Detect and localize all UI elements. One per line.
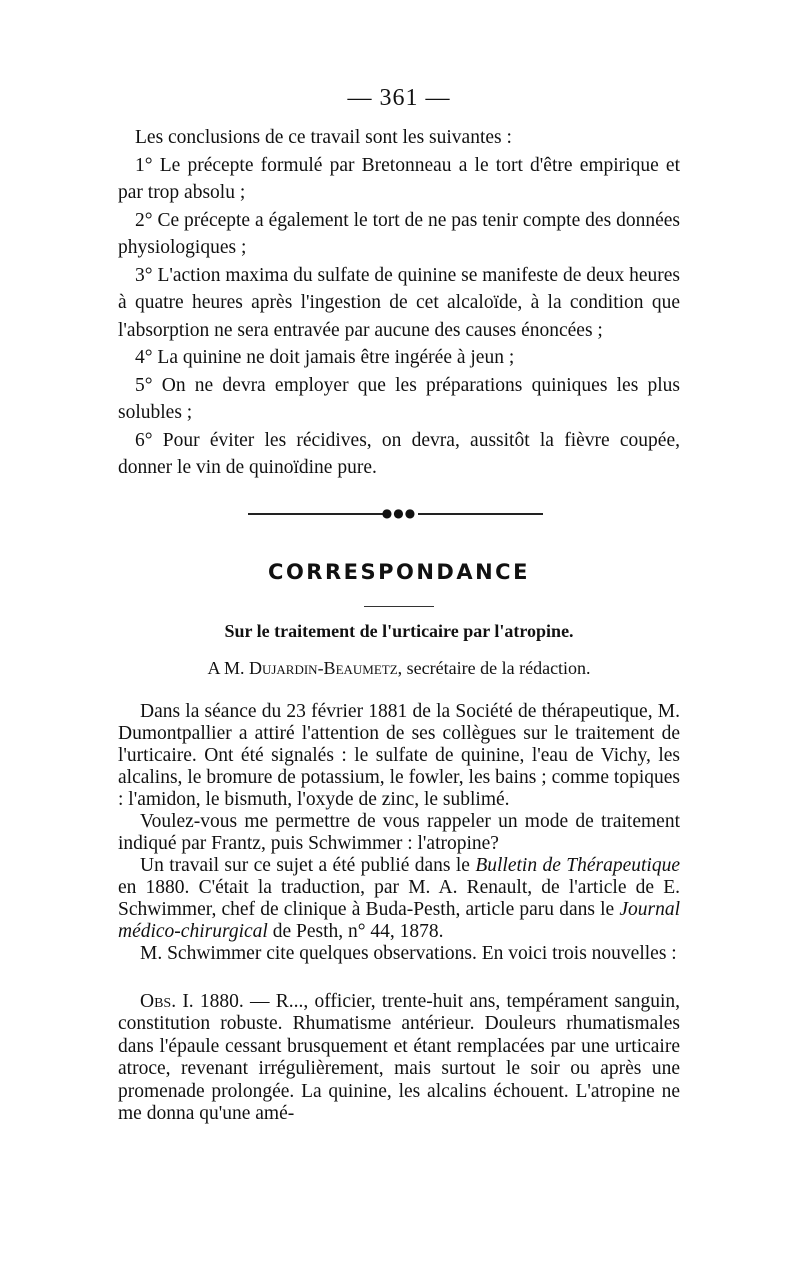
address-prefix: A M.: [207, 657, 245, 678]
page: [118, 85, 680, 1126]
conclusion-item: 4° La quinine ne doit jamais être ingérée à jeun ;: [135, 347, 515, 368]
paragraph-text: de Pesth, n° 44, 1878.: [267, 920, 444, 942]
observation-text: — R..., officier, trente-huit ans, tempérament sanguin, constitution robuste. Rhumatisme antérieur. Douleurs rhumatismales dans l'épaule cessant brusquement et étant remplacées par une urticaire atroce, revenant irrégulièrement, mais surtout le soir ou après une promenade prolongée. La quinine, les alcalins échouent. L'atropine ne me donna qu'une amé-: [118, 990, 680, 1124]
conclusion-item: 2° Ce précepte a également le tort de ne pas tenir compte des données physiologiques ;: [118, 209, 680, 258]
journal-title: Bulletin de Thérapeutique: [475, 854, 680, 876]
title-rule: [364, 606, 434, 607]
article-subtitle: Sur le traitement de l'urticaire par l'atropine.: [224, 620, 574, 641]
conclusion-item: 6° Pour éviter les récidives, on devra, aussitôt la fièvre coupée, donner le vin de quinoïdine pure.: [118, 429, 680, 478]
address-line: [118, 658, 680, 679]
journal-title: Journal médico-chirurgical: [118, 898, 680, 942]
conclusion-item: 5° On ne devra employer que les préparations quiniques les plus solubles ;: [118, 374, 680, 423]
paragraph: M. Schwimmer cite quelques observations. En voici trois nouvelles :: [140, 942, 677, 964]
conclusion-item: 1° Le précepte formulé par Bretonneau a le tort d'être empirique et par trop absolu ;: [118, 154, 680, 203]
observation-paragraph: [118, 991, 680, 1126]
paragraph: [118, 855, 680, 943]
ornamental-divider: [118, 504, 680, 524]
address-name: Dujardin-Beaumetz,: [248, 657, 403, 678]
intro-text: Les conclusions de ce travail sont les suivantes :: [135, 127, 512, 148]
letter-body: [118, 701, 680, 965]
observation-label: Obs. I. 1880.: [140, 990, 244, 1012]
ornament-glyph-icon: ●●●: [381, 505, 417, 520]
address-suffix: secrétaire de la rédaction.: [406, 657, 591, 678]
paragraph: Dans la séance du 23 février 1881 de la Société de thérapeutique, M. Dumontpallier a attiré l'attention de ses collègues sur le traitement de l'urticaire. Ont été signalés : le sulfate de quinine, l'eau de Vichy, les alcalins, le bromure de potassium, le fowler, les bains ; comme topiques : l'amidon, le bismuth, l'oxyde de zinc, le sublimé.: [118, 700, 680, 810]
page-number: — 361 —: [347, 85, 451, 111]
paragraph: Voulez-vous me permettre de vous rappeler un mode de traitement indiqué par Frantz, puis Schwimmer : l'atropine?: [118, 810, 680, 854]
conclusions-list: [118, 124, 680, 482]
section-title: CORRESPONDANCE: [268, 559, 530, 584]
conclusion-item: 3° L'action maxima du sulfate de quinine se manifeste de deux heures à quatre heures après l'ingestion de cet alcaloïde, à la condition que l'absorption ne sera entravée par aucune des causes énoncées ;: [118, 264, 680, 341]
observation: [118, 991, 680, 1126]
paragraph-text: en 1880. C'était la traduction, par M. A. Renault, de l'article de E. Schwimmer, chef de clinique à Buda-Pesth, article paru dans le: [118, 876, 680, 920]
paragraph-text: Un travail sur ce sujet a été publié dans le: [140, 854, 476, 876]
